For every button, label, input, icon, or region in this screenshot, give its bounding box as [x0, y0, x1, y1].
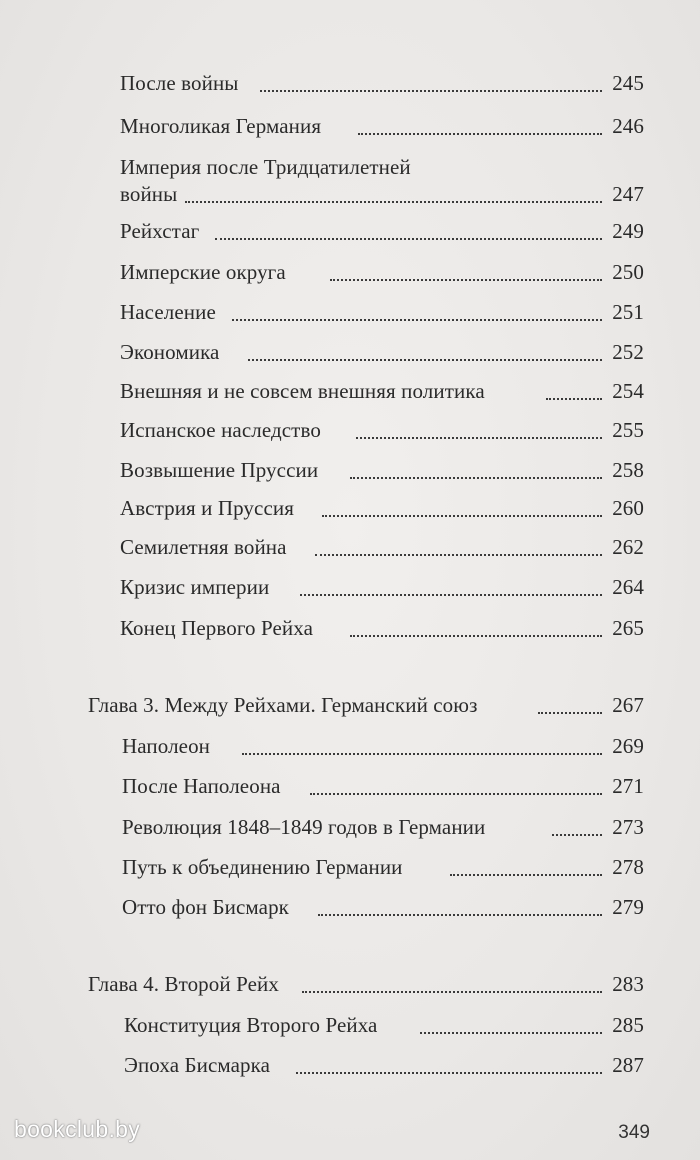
toc-entry-page: 264	[612, 575, 644, 599]
toc-entry-title: Многоликая Германия	[120, 114, 322, 138]
toc-entry	[0, 731, 700, 761]
toc-entry	[0, 812, 700, 842]
toc-entry-title: Революция 1848–1849 годов в Германии	[122, 815, 486, 839]
toc-entry-page: 245	[612, 71, 644, 95]
toc-chapter-title: Глава 3. Между Рейхами. Германский союз	[88, 693, 478, 717]
toc-entry-page: 252	[612, 340, 644, 364]
toc-entry	[0, 152, 700, 214]
dot-leader	[318, 914, 602, 916]
toc-entry-title: Империя после Тридцатилетней	[120, 155, 411, 179]
toc-entry	[0, 852, 700, 882]
dot-leader	[300, 594, 602, 596]
toc-entry-title: Путь к объединению Германии	[122, 855, 403, 879]
toc-entry-title: Конституция Второго Рейха	[124, 1013, 378, 1037]
toc-entry-title: Имперские округа	[120, 260, 286, 284]
toc-entry	[0, 1050, 700, 1080]
toc-entry	[0, 572, 700, 602]
toc-entry-title: После войны	[120, 71, 239, 95]
toc-entry	[0, 68, 700, 98]
toc-entry-page: 265	[612, 616, 644, 640]
dot-leader	[350, 477, 602, 479]
toc-entry-title: Австрия и Пруссия	[120, 496, 294, 520]
toc-entry-title: Конец Первого Рейха	[120, 616, 314, 640]
toc-entry-page: 251	[612, 300, 644, 324]
toc-entry-page: 267	[612, 693, 644, 717]
toc-entry-title: Испанское наследство	[120, 418, 321, 442]
toc-entry-page: 247	[612, 182, 644, 206]
toc-entry-page: 262	[612, 535, 644, 559]
toc-entry	[0, 111, 700, 141]
toc-entry	[0, 415, 700, 445]
dot-leader	[315, 554, 602, 556]
toc-entry-title: Экономика	[120, 340, 220, 364]
toc-entry	[0, 455, 700, 485]
toc-entry-title: Наполеон	[122, 734, 211, 758]
dot-leader	[450, 874, 602, 876]
dot-leader	[296, 1072, 602, 1074]
dot-leader	[310, 793, 602, 795]
dot-leader	[538, 712, 602, 714]
toc-entry-page: 254	[612, 379, 644, 403]
dot-leader	[552, 834, 602, 836]
toc-entry-title: После Наполеона	[122, 774, 281, 798]
toc-entry-title: Внешняя и не совсем внешняя политика	[120, 379, 485, 403]
dot-leader	[215, 238, 602, 240]
toc-entry-page: 278	[612, 855, 644, 879]
dot-leader	[420, 1032, 602, 1034]
toc-entry	[0, 376, 700, 406]
dot-leader	[260, 90, 602, 92]
dot-leader	[185, 201, 602, 203]
toc-entry-page: 255	[612, 418, 644, 442]
toc-entry-title: Рейхстаг	[120, 219, 200, 243]
toc-entry-title: Эпоха Бисмарка	[124, 1053, 271, 1077]
toc-entry-title: Отто фон Бисмарк	[122, 895, 289, 919]
toc-chapter-title: Глава 4. Второй Рейх	[88, 972, 279, 996]
toc-entry	[0, 493, 700, 523]
toc-entry	[0, 297, 700, 327]
toc-chapter-entry	[0, 690, 700, 720]
toc-entry-title: Семилетняя война	[120, 535, 287, 559]
toc-entry-title-continued: войны	[120, 182, 178, 206]
toc-entry	[0, 532, 700, 562]
dot-leader	[242, 753, 602, 755]
toc-entry	[0, 1010, 700, 1040]
toc-entry-page: 279	[612, 895, 644, 919]
dot-leader	[358, 133, 602, 135]
dot-leader	[356, 437, 602, 439]
watermark: bookclub.by	[14, 1116, 141, 1142]
toc-entry-title: Кризис империи	[120, 575, 270, 599]
toc-entry	[0, 257, 700, 287]
toc-entry-page: 271	[612, 774, 644, 798]
dot-leader	[546, 398, 602, 400]
toc-entry-page: 273	[612, 815, 644, 839]
toc-entry	[0, 892, 700, 922]
toc-entry-page: 283	[612, 972, 644, 996]
toc-entry	[0, 771, 700, 801]
toc-entry-title: Возвышение Пруссии	[120, 458, 319, 482]
dot-leader	[248, 359, 602, 361]
dot-leader	[350, 635, 602, 637]
toc-entry	[0, 613, 700, 643]
toc-entry-page: 287	[612, 1053, 644, 1077]
toc-entry	[0, 337, 700, 367]
dot-leader	[232, 319, 602, 321]
toc-entry-page: 269	[612, 734, 644, 758]
dot-leader	[302, 991, 602, 993]
toc-entry-page: 260	[612, 496, 644, 520]
toc-entry-page: 246	[612, 114, 644, 138]
toc-chapter-entry	[0, 969, 700, 999]
toc-entry-title: Население	[120, 300, 216, 324]
dot-leader	[330, 279, 602, 281]
page-number: 349	[618, 1122, 650, 1143]
toc-entry-page: 249	[612, 219, 644, 243]
toc-entry-page: 250	[612, 260, 644, 284]
dot-leader	[322, 515, 602, 517]
toc-entry-page: 258	[612, 458, 644, 482]
toc-entry-page: 285	[612, 1013, 644, 1037]
toc-entry	[0, 216, 700, 246]
